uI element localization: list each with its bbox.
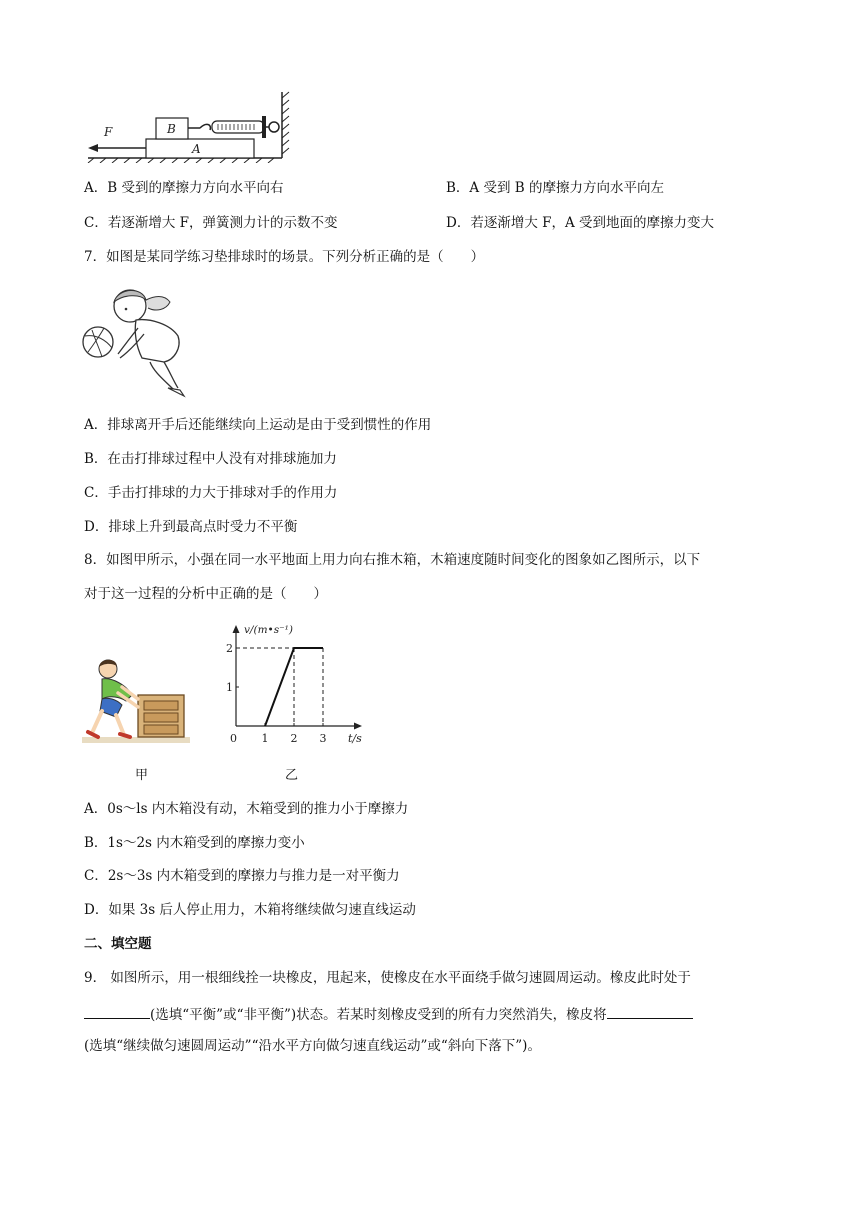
fig6-blocks-spring-diagram	[84, 88, 294, 163]
label-f: F	[104, 125, 113, 139]
boy-shorts	[100, 698, 122, 717]
q8-stem-line1: 8．如图甲所示，小强在同一水平地面上用力向右推木箱，木箱速度随时间变化的图象如乙图所示，以下	[84, 552, 701, 568]
q7-option-c: C．手击打排球的力大于排球对手的作用力	[84, 485, 338, 501]
hook	[188, 124, 210, 130]
boy-pushing-box-illustration	[82, 655, 192, 745]
q6-option-d: D．若逐渐增大 F，A 受到地面的摩擦力变大	[446, 215, 715, 231]
q6-option-c: C．若逐渐增大 F，弹簧测力计的示数不变	[84, 215, 338, 231]
label-b: B	[167, 122, 176, 136]
q7-option-a: A．排球离开手后还能继续向上运动是由于受到惯性的作用	[84, 417, 432, 433]
caption-yi: 乙	[285, 768, 299, 783]
q7-option-b: B．在击打排球过程中人没有对排球施加力	[84, 451, 337, 467]
q8-option-c: C．2s～3s 内木箱受到的摩擦力与推力是一对平衡力	[84, 868, 400, 884]
x-tick-label-1: 1	[261, 732, 269, 745]
y-tick-label-2: 2	[226, 642, 233, 655]
velocity-time-chart	[224, 618, 374, 746]
player-body	[135, 320, 179, 362]
q6-option-a: A．B 受到的摩擦力方向水平向右	[84, 180, 284, 196]
volleyball-player-illustration	[80, 284, 195, 399]
q9-line2-text: (选填“平衡”或“非平衡”)状态。若某时刻橡皮受到的所有力突然消失，橡皮将	[150, 1007, 607, 1023]
volleyball	[83, 327, 113, 357]
x-tick-label-2: 2	[290, 732, 298, 745]
y-axis-arrow	[233, 625, 240, 633]
q8-option-d: D．如果 3s 后人停止用力，木箱将继续做匀速直线运动	[84, 902, 416, 918]
x-axis-arrow	[354, 723, 362, 730]
q9-line3: (选填“继续做匀速圆周运动”“沿水平方向做匀速直线运动”或“斜向下落下”)。	[84, 1038, 541, 1054]
x-tick-label-3: 3	[319, 732, 327, 745]
q7-option-d: D．排球上升到最高点时受力不平衡	[84, 519, 298, 535]
q9-line1: 9． 如图所示，用一根细线拴一块橡皮，甩起来，使橡皮在水平面绕手做匀速圆周运动。橡皮此时处于	[84, 970, 691, 986]
label-a: A	[192, 142, 201, 156]
y-axis-label: v/(m•s⁻¹)	[244, 624, 293, 636]
origin-tick-label: 0	[230, 732, 237, 745]
q7-stem: 7．如图是某同学练习垫排球时的场景。下列分析正确的是（ ）	[84, 249, 485, 265]
wall-ring	[269, 122, 279, 132]
q8-stem-line2: 对于这一过程的分析中正确的是（ ）	[84, 586, 327, 602]
q8-option-b: B．1s～2s 内木箱受到的摩擦力变小	[84, 835, 305, 851]
section-title-fill-in: 二、填空题	[84, 936, 152, 952]
y-tick-label-1: 1	[226, 681, 233, 694]
q6-option-b: B．A 受到 B 的摩擦力方向水平向左	[446, 180, 664, 196]
q8-option-a: A．0s～ls 内木箱没有动，木箱受到的推力小于摩擦力	[84, 801, 409, 817]
x-axis-label: t/s	[348, 732, 362, 745]
q9-blank-1[interactable]	[84, 1004, 150, 1019]
q9-line2	[84, 1004, 693, 1025]
q9-blank-2[interactable]	[607, 1004, 693, 1019]
caption-jia: 甲	[135, 768, 149, 783]
